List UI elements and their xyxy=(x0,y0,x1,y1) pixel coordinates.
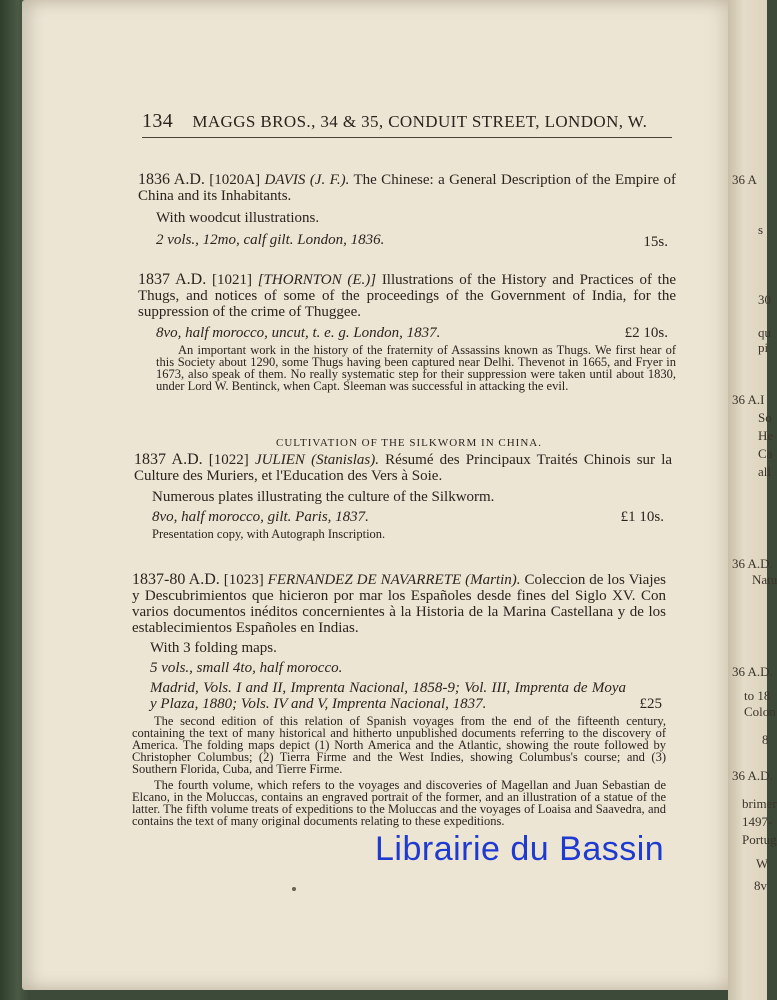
entry-format: 8vo, half morocco, gilt. Paris, 1837. xyxy=(152,509,369,525)
facing-fragment: W xyxy=(756,856,769,871)
entry-format-line xyxy=(138,232,676,248)
entry-title: The Chinese: a General Description of the Empire of China and its Inhabitants. xyxy=(138,172,677,204)
entry-author: DAVIS (J. F.). xyxy=(264,172,350,188)
entry-note: With 3 folding maps. xyxy=(150,640,277,656)
entry-number: [1023] xyxy=(223,572,264,588)
entry-price: £1 10s. xyxy=(620,509,664,525)
facing-fragment: 36 A xyxy=(732,172,757,187)
entry-note: Numerous plates illustrating the culture of the Silkworm. xyxy=(152,489,495,505)
facing-fragment: all xyxy=(758,464,771,479)
entry-year: 1836 A.D. xyxy=(138,171,205,188)
facing-fragment: to 18 xyxy=(744,688,771,703)
entry-year: 1837 A.D. xyxy=(138,271,207,288)
entry-price: £25 xyxy=(639,696,662,712)
section-heading: CULTIVATION OF THE SILKWORM IN CHINA. xyxy=(276,437,542,449)
facing-page-edge xyxy=(728,0,777,1000)
watermark-text: Librairie du Bassin xyxy=(375,830,665,868)
facing-fragment: Ca xyxy=(758,446,773,461)
entry-heading xyxy=(134,452,672,484)
facing-fragment: He xyxy=(758,428,774,443)
entry-heading xyxy=(132,572,666,636)
entry-format-line xyxy=(138,325,676,341)
entry-number: [1022] xyxy=(208,452,249,468)
facing-fragment: 36 A.I xyxy=(732,392,765,407)
catalog-entry-1022 xyxy=(134,452,672,540)
facing-fragment: 8v xyxy=(754,878,767,893)
entry-description xyxy=(138,344,676,392)
facing-fragment: pi xyxy=(758,340,769,355)
facing-fragment: 36 A.D. xyxy=(732,664,773,679)
facing-fragment: So xyxy=(758,410,772,425)
entry-format: 2 vols., 12mo, calf gilt. London, 1836. xyxy=(156,232,385,248)
entry-imprint-line xyxy=(132,680,666,712)
facing-fragment: s xyxy=(758,222,764,237)
facing-fragment: 36 A.D. xyxy=(732,768,773,783)
catalog-entry-1021 xyxy=(138,272,676,396)
entry-number: [1020A] xyxy=(209,172,261,188)
entry-price: £2 10s. xyxy=(624,325,668,341)
entry-heading xyxy=(138,272,676,320)
entry-year: 1837 A.D. xyxy=(134,451,203,468)
entry-year: 1837-80 A.D. xyxy=(132,571,220,588)
entry-format: 5 vols., small 4to, half morocco. xyxy=(150,660,343,676)
description-paragraph: An important work in the history of the fraternity of Assassins known as Thugs. We first hear of this Society about 1290, some Thugs having been captured near Delhi. Thevenot in 1665, and Fryer in 1673, also speak of them. No really systematic step for their suppression were taken until about 1830, under Lord W. Bentinck, when Capt. Sleeman was successful in attacking the evil. xyxy=(156,343,676,393)
facing-fragment: 30 xyxy=(758,292,771,307)
entry-title: Résumé des Principaux Traités Chinois sur la Culture des Muriers, et l'Education des Vers à Soie. xyxy=(134,452,673,484)
publisher-line: MAGGS BROS., 34 & 35, CONDUIT STREET, LONDON, W. xyxy=(192,112,648,131)
facing-fragment: brimer xyxy=(742,796,777,811)
facing-fragment: qu xyxy=(758,325,771,340)
description-paragraph-1: The second edition of this relation of Spanish voyages from the end of the fifteenth century, containing the text of many historical and hitherto unpublished documents referring to the discovery of America. The folding maps depict (1) North America and the Atlantic, showing the route followed by Christopher Columbus; (2) Tierra Firme and the West Indies, showing Columbus's course; and (3) Southern Florida, Cuba, and Tierre Firme. xyxy=(132,714,666,776)
entry-price: 15s. xyxy=(643,234,668,250)
description-paragraph-2: The fourth volume, which refers to the voyages and discoveries of Magellan and Juan Sebastian de Elcano, in the Moluccas, contains an engraved portrait of the former, and an illustration of a statue of the latter. The fifth volume treats of expeditions to the Moluccas and the voyages of Loaisa and Saavedra, and contains the text of many original documents relating to these expeditions. xyxy=(132,778,666,828)
facing-fragment: Natu xyxy=(752,572,777,587)
entry-note: With woodcut illustrations. xyxy=(156,210,320,226)
entry-author: JULIEN (Stanislas). xyxy=(254,452,379,468)
entry-author: FERNANDEZ DE NAVARRETE (Martin). xyxy=(267,572,521,588)
entry-format-line xyxy=(134,509,672,525)
facing-fragment: Portug xyxy=(742,832,777,847)
catalog-entry-1020a xyxy=(138,172,676,251)
book-page xyxy=(22,0,736,990)
entry-heading xyxy=(138,172,676,204)
page-header xyxy=(142,110,672,138)
entry-title: Coleccion de los Viajes y Descubrimientos que hicieron por mar los Españoles desde fines del Siglo XV. Con varios documentos inéditos concernientes à la Historia de la Marina Castellana y de los establecimientos Españoles en Indias. xyxy=(132,572,666,636)
facing-fragment: 36 A.D. xyxy=(732,556,773,571)
entry-imprint: Madrid, Vols. I and II, Imprenta Nacional, 1858-9; Vol. III, Imprenta de Moya y Plaza, 1880; Vols. IV and V, Imprenta Nacional, 1837. xyxy=(150,680,626,712)
facing-fragment: Colon xyxy=(744,704,776,719)
entry-format: 8vo, half morocco, uncut, t. e. g. London, 1837. xyxy=(156,325,441,341)
facing-fragment: 1497- xyxy=(742,814,773,829)
entry-description xyxy=(132,715,666,827)
entry-title: Illustrations of the History and Practices of the Thugs, and notices of some of the proceedings of the Government of India, for the suppression of the crime of Thuggee. xyxy=(138,272,677,320)
page-speck xyxy=(292,887,296,891)
facing-fragment: 8 xyxy=(762,732,769,747)
catalog-entry-1023 xyxy=(132,572,666,831)
entry-number: [1021] xyxy=(211,272,252,288)
entry-description: Presentation copy, with Autograph Inscription. xyxy=(152,527,386,541)
page-number: 134 xyxy=(142,110,174,132)
entry-author: [THORNTON (E.)] xyxy=(257,272,377,288)
